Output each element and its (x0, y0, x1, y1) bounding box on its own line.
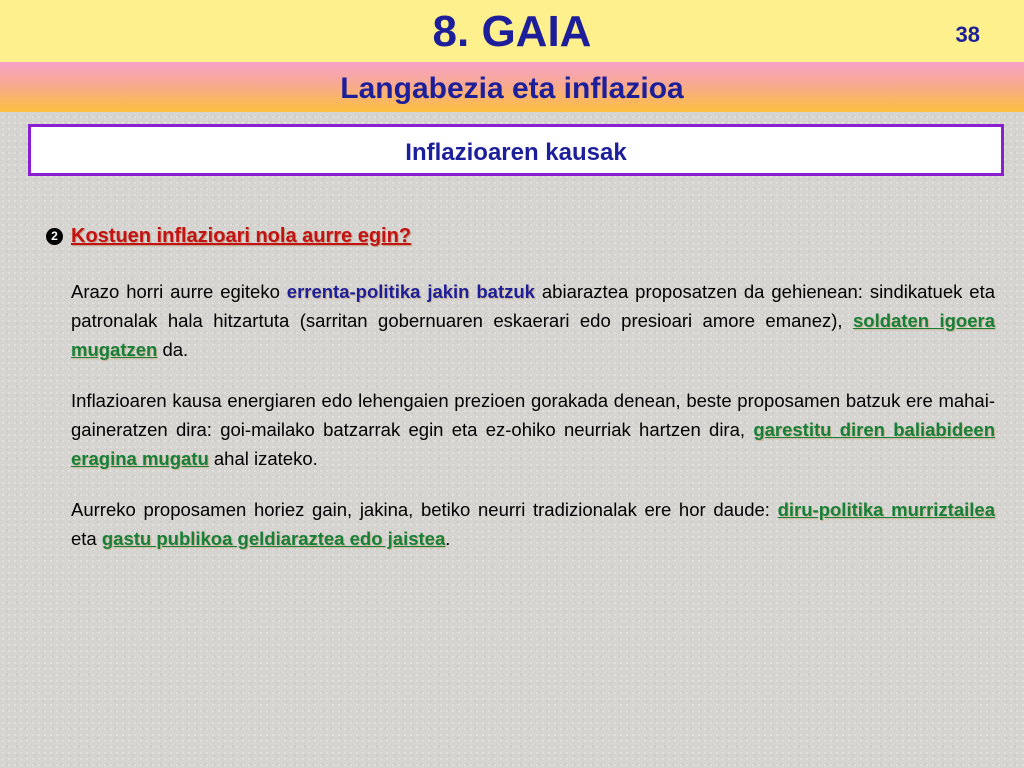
paragraph-3-highlight-public-spending: gastu publikoa geldiaraztea edo jaistea (101, 528, 446, 549)
subtitle-band (0, 62, 1024, 112)
paragraph-1 (71, 277, 995, 364)
slide-subtitle: Langabezia eta inflazioa (340, 72, 684, 105)
paragraph-1-highlight-income-policy: errenta-politika jakin batzuk (286, 281, 535, 302)
paragraph-1-highlight-wage-limit: soldaten igoera mugatzen (71, 310, 995, 360)
paragraph-3-highlight-monetary-policy: diru-politika murriztailea (777, 499, 995, 520)
paragraph-3-text-a: Aurreko proposamen horiez gain, jakina, betiko neurri tradizionalak ere hor daude: (71, 499, 778, 520)
paragraph-1-text-a: Arazo horri aurre egiteko (71, 281, 287, 302)
section-title: Inflazioaren kausak (405, 139, 627, 166)
paragraph-3-text-b: eta (71, 528, 102, 549)
paragraph-1-text-c: da. (157, 339, 189, 360)
question-heading: Kostuen inflazioari nola aurre egin? (71, 225, 412, 247)
slide-title: 8. GAIA (432, 7, 592, 56)
paragraph-3 (71, 495, 995, 553)
paragraph-2 (71, 386, 995, 473)
numbered-bullet-icon: 2 (46, 228, 63, 245)
question-line (46, 222, 411, 250)
paragraph-1-text-b: abiaraztea proposatzen da gehienean: sindikatuek eta patronalak hala hitzartuta (sarritan gobernuaren eskaerari edo presioari amore emanez), (71, 281, 995, 331)
title-band (0, 0, 1024, 62)
paragraph-2-text-b: ahal izateko. (208, 448, 318, 469)
paragraph-2-highlight-resources: garestitu diren baliabideen eragina mugatu (71, 419, 996, 469)
slide-number: 38 (955, 22, 980, 47)
paragraph-3-text-c: . (445, 528, 451, 549)
section-title-box (28, 124, 1004, 176)
paragraph-2-text-a: Inflazioaren kausa energiaren edo lehengaien prezioen gorakada denean, beste proposamen batzuk ere mahai-gaineratzen dira: goi-mailako batzarrak egin eta ez-ohiko neurriak hartzen dira, (71, 390, 995, 440)
